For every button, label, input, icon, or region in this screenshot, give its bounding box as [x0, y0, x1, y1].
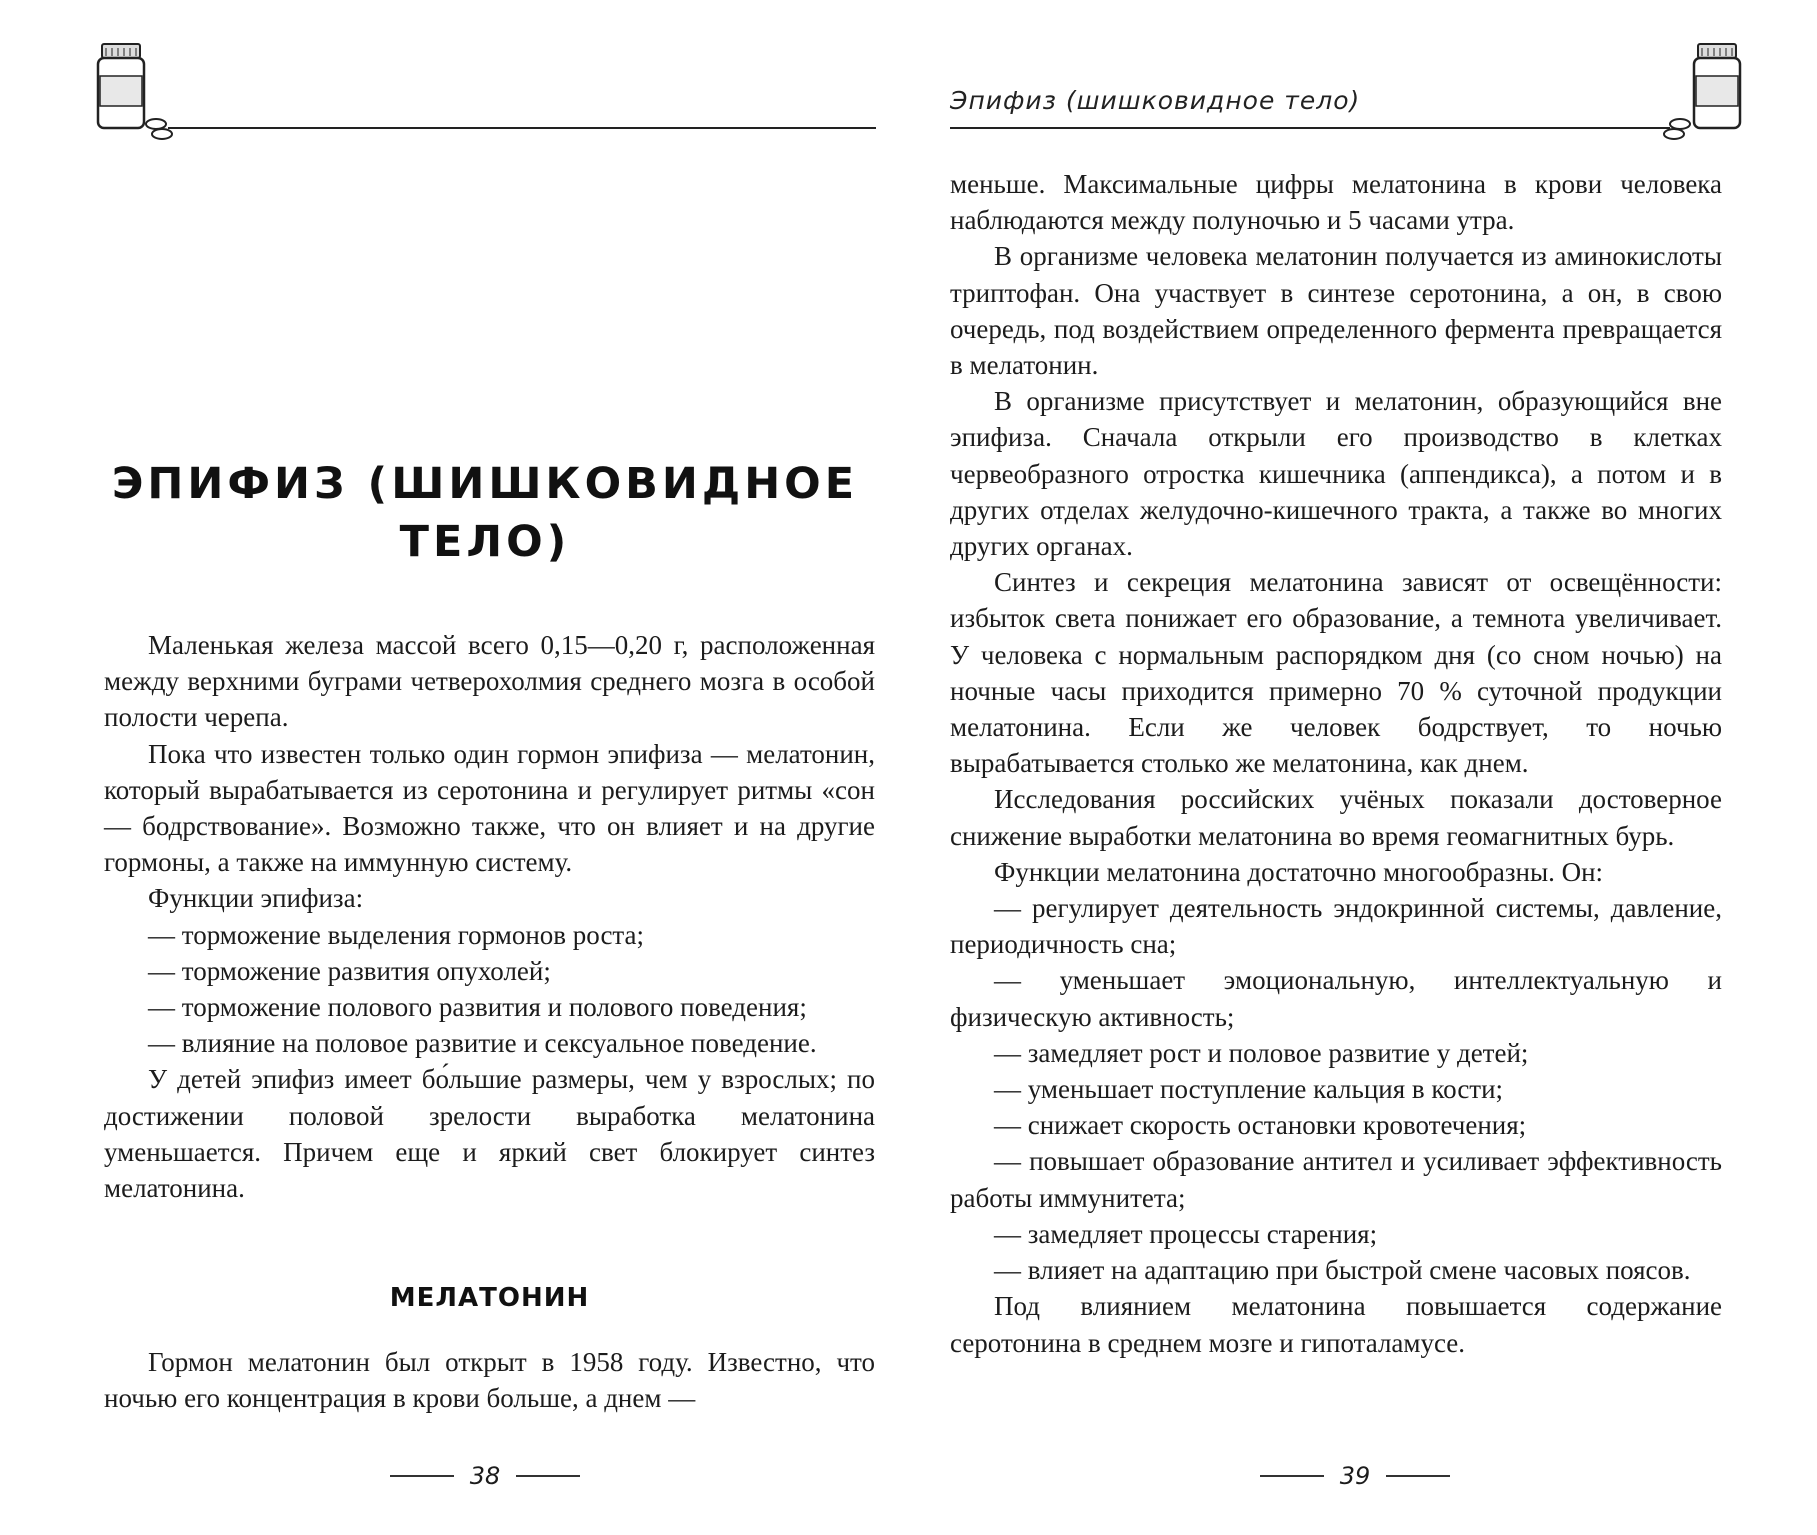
paragraph: Функции эпифиза:: [148, 883, 364, 914]
list-item: — торможение развития опухолей;: [148, 955, 551, 986]
list-item: — регулирует деятельность эндокринной системы, давление, периодичность сна;: [950, 893, 1722, 960]
list-item: — уменьшает эмоциональную, интеллектуальную и физическую активность;: [950, 965, 1722, 1032]
melatonin-text: [104, 1344, 875, 1416]
paragraph: Маленькая железа массой всего 0,15—0,20 г, расположенная между верхними буграми четверохолмия среднего мозга в особой полости черепа.: [104, 630, 875, 733]
paragraph: Функции мелатонина достаточно многообразны. Он:: [994, 856, 1604, 887]
running-head: Эпифиз (шишковидное тело): [950, 86, 1361, 115]
folio-rule: [390, 1475, 454, 1477]
body-text: [950, 166, 1722, 1361]
pill-jar-icon: [92, 40, 182, 140]
list-item: — торможение выделения гормонов роста;: [148, 919, 645, 950]
list-item: — торможение полового развития и полового поведения;: [148, 992, 807, 1023]
folio-rule: [516, 1475, 580, 1477]
right-page: [908, 0, 1817, 1535]
header-rule: [950, 127, 1670, 129]
paragraph: У детей эпифиз имеет бо́льшие размеры, чем у взрослых; по достижении половой зрелости выработка мелатонина уменьшается. Причем еще и яркий свет блокирует синтез мелатонина.: [104, 1064, 875, 1204]
chapter-title: ЭПИФИЗ (ШИШКОВИДНОЕ ТЕЛО): [111, 459, 859, 567]
paragraph: Синтез и секреция мелатонина зависят от освещённости: избыток света понижает его образование, а темнота увеличивает. У человека с нормальным распорядком дня (со сном ночью) на ночные часы приходится примерно 70 % суточной продукции мелатонина. Если же человек бодрствует, то ночью вырабатывается столько же мелатонина, как днем.: [950, 567, 1722, 779]
paragraph: В организме человека мелатонин получается из аминокислоты триптофан. Она участвует в синтезе серотонина, а он, в свою очередь, под воздействием определенного фермента превращается в мелатонин.: [950, 241, 1722, 381]
folio-rule: [1386, 1475, 1450, 1477]
page-number-text: 39: [1339, 1462, 1371, 1490]
page-number: [1230, 1462, 1480, 1490]
folio-rule: [1260, 1475, 1324, 1477]
list-item: — уменьшает поступление кальция в кости;: [994, 1074, 1504, 1105]
header-rule: [168, 127, 876, 129]
page-number-text: 38: [469, 1462, 501, 1490]
paragraph: В организме присутствует и мелатонин, образующийся вне эпифиза. Сначала открыли его производство в клетках червеобразного отростка кишечника (аппендикса), а потом и в других отделах желудочно-кишечного тракта, а также во многих других органах.: [950, 386, 1722, 562]
pill-jar-icon: [1656, 40, 1746, 140]
section-heading: МЕЛАТОНИН: [389, 1283, 590, 1313]
list-item: — замедляет рост и половое развитие у детей;: [994, 1037, 1529, 1068]
paragraph: Под влиянием мелатонина повышается содержание серотонина в среднем мозге и гипоталамусе.: [950, 1291, 1722, 1358]
paragraph: Исследования российских учёных показали достоверное снижение выработки мелатонина во время геомагнитных бурь.: [950, 784, 1722, 851]
intro-text: [104, 627, 875, 1206]
paragraph: Пока что известен только один гормон эпифиза — мелатонин, который вырабатывается из серотонина и регулирует ритмы «сон — бодрствование». Возможно также, что он влияет и на другие гормоны, а также на иммунную систему.: [104, 738, 875, 878]
paragraph: Гормон мелатонин был открыт в 1958 году. Известно, что ночью его концентрация в крови больше, а днем —: [104, 1347, 875, 1414]
list-item: — повышает образование антител и усиливает эффективность работы иммунитета;: [950, 1146, 1722, 1213]
list-item: — влияет на адаптацию при быстрой смене часовых поясов.: [994, 1255, 1691, 1286]
list-item: — влияние на половое развитие и сексуальное поведение.: [148, 1028, 817, 1059]
list-item: — снижает скорость остановки кровотечения;: [994, 1110, 1527, 1141]
paragraph: меньше. Максимальные цифры мелатонина в крови человека наблюдаются между полуночью и 5 часами утра.: [950, 169, 1722, 236]
list-item: — замедляет процессы старения;: [994, 1218, 1378, 1249]
page-number: [360, 1462, 610, 1490]
left-page: [0, 0, 908, 1535]
